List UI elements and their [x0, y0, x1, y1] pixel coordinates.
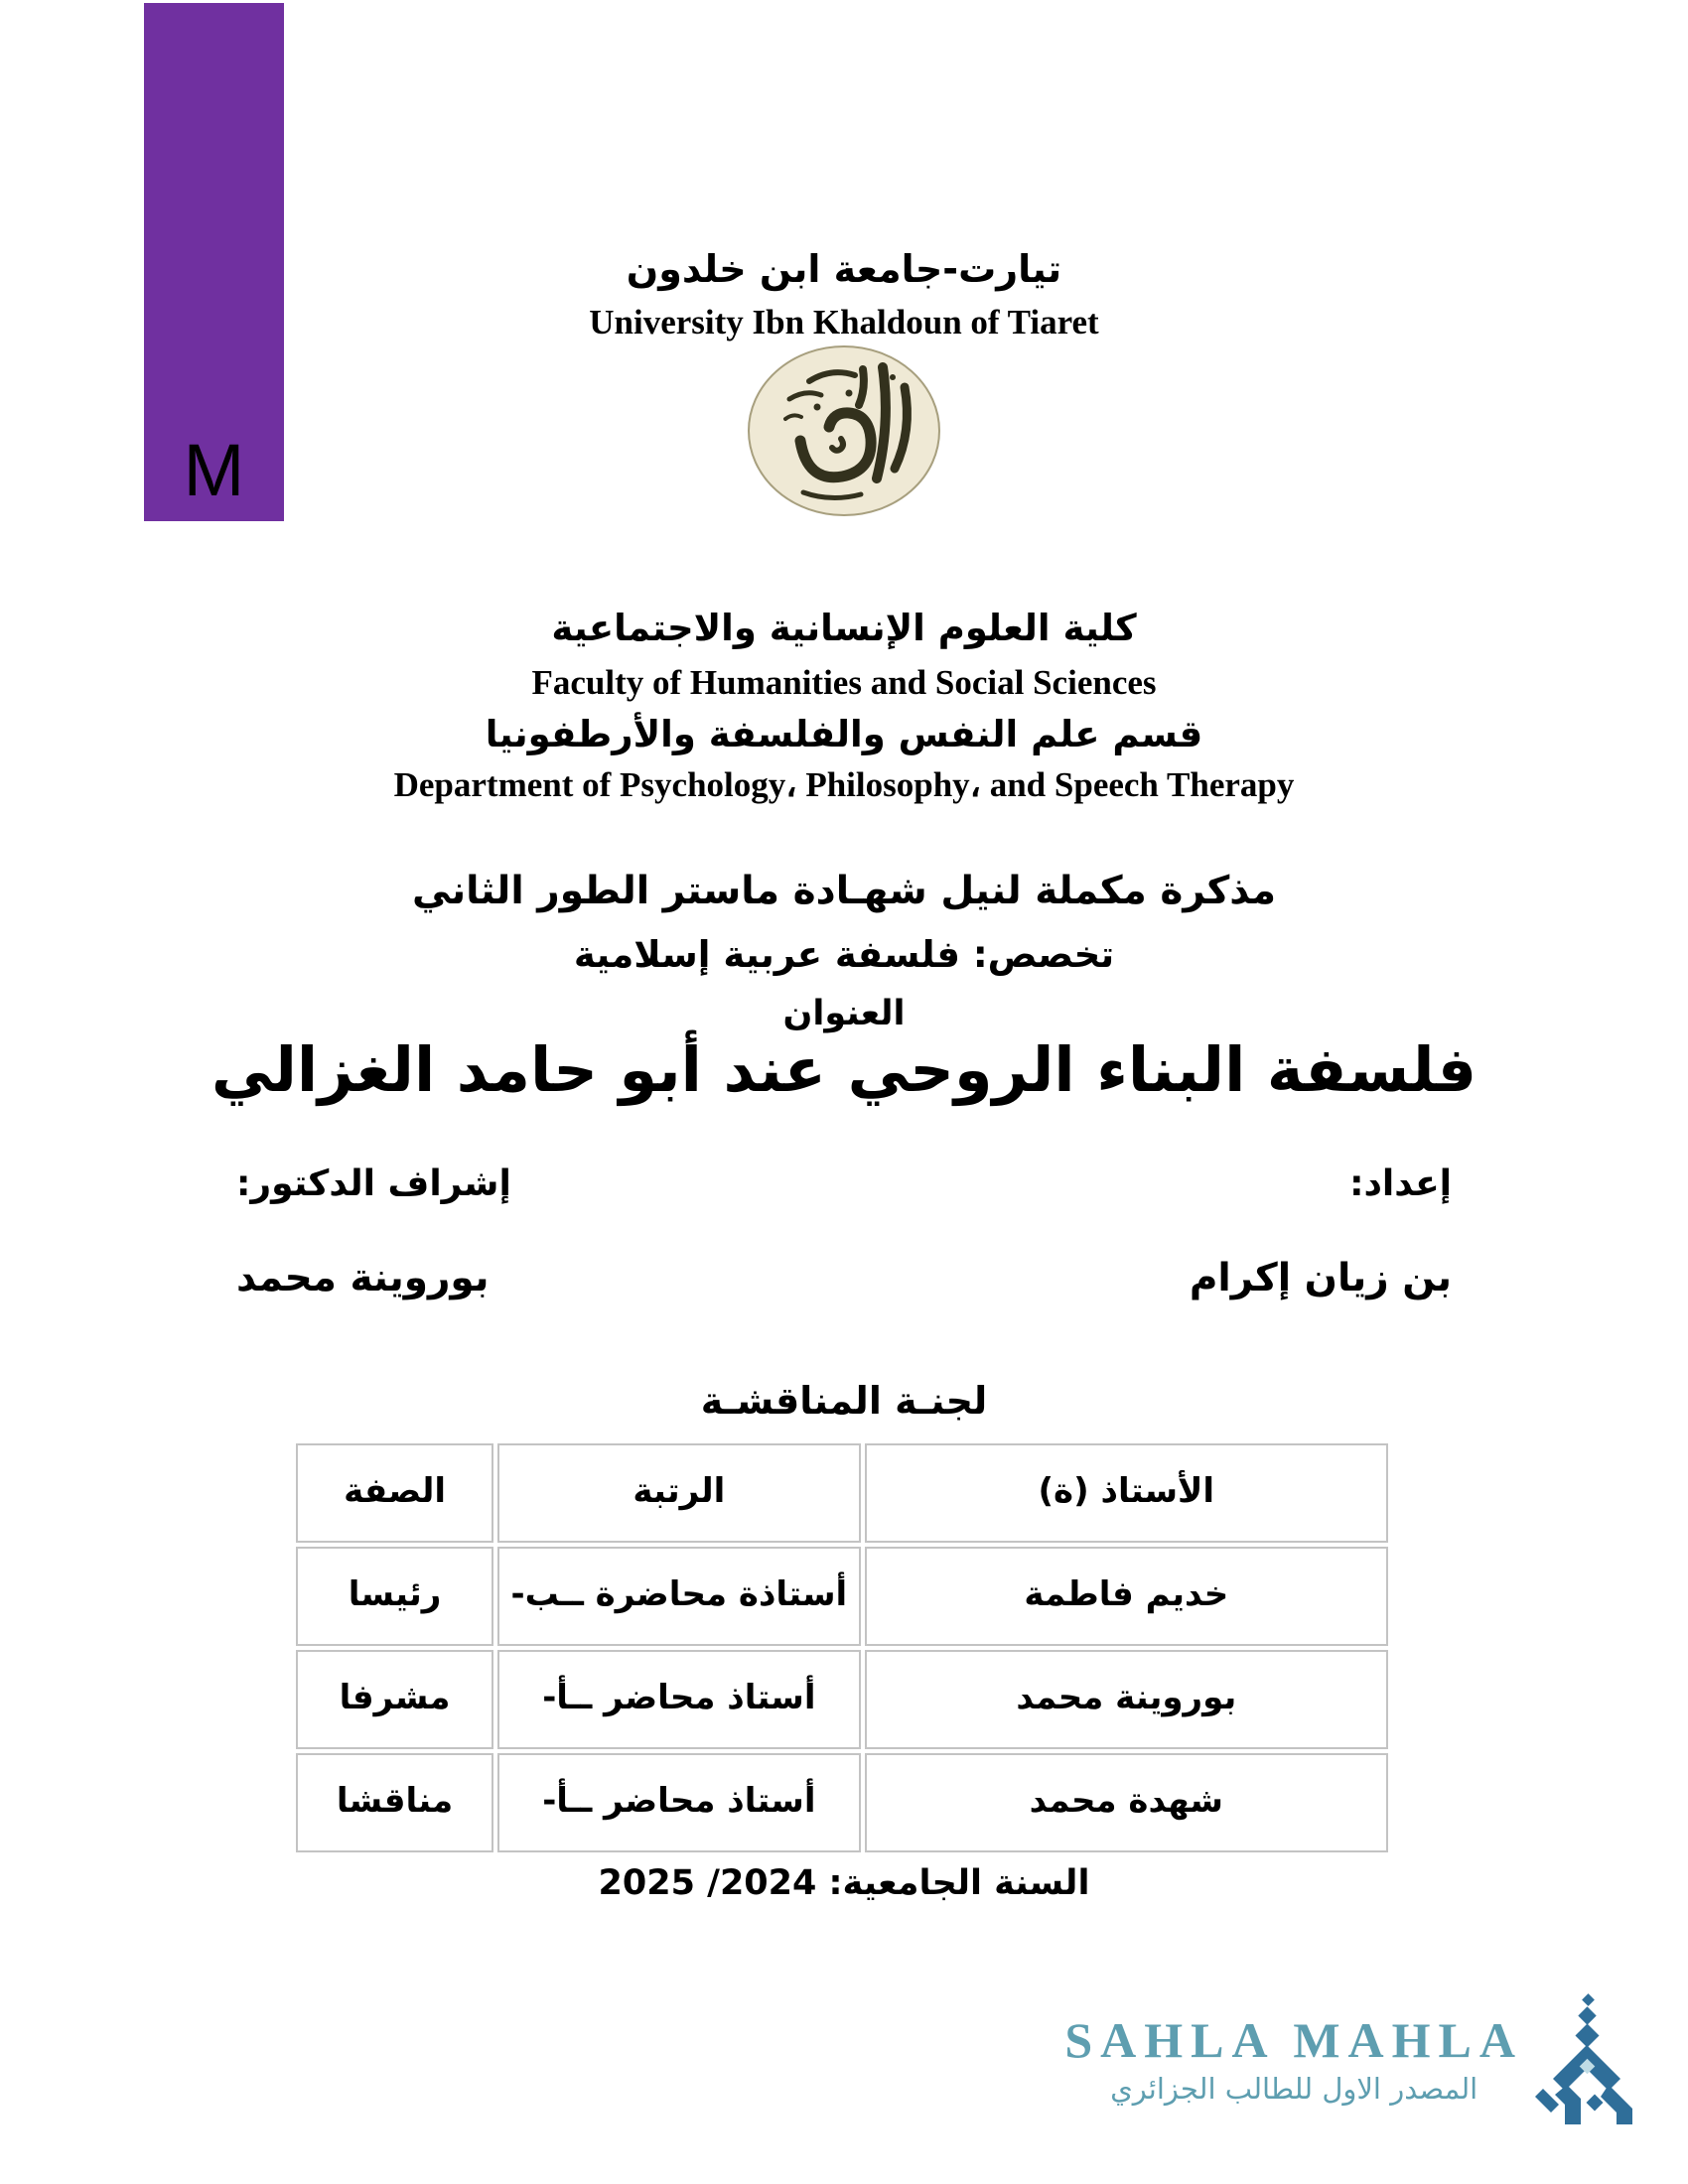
- rank-cell: أستاذ محاضر ــأ-: [497, 1650, 860, 1749]
- table-row: [296, 1650, 1388, 1749]
- student-name: بن زيان إكرام: [1189, 1256, 1452, 1300]
- university-name-arabic: تيارت-جامعة ابن خلدون: [626, 247, 1062, 291]
- committee-table: [292, 1439, 1392, 1856]
- thesis-title: فلسفة البناء الروحي عند أبو حامد الغزالي: [211, 1033, 1477, 1106]
- prepared-by-label: إعداد:: [1349, 1163, 1452, 1204]
- faculty-name-arabic: كلية العلوم الإنسانية والاجتماعية: [551, 607, 1137, 649]
- brand-name: SAHLA MAHLA: [1064, 2011, 1523, 2068]
- col-header-professor: الأستاذ (ة): [865, 1443, 1388, 1543]
- seal-svg: [746, 343, 942, 518]
- specialty-line: تخصص: فلسفة عربية إسلامية: [573, 933, 1115, 976]
- table-row: [296, 1753, 1388, 1852]
- rank-cell: أستاذة محاضرة ــب-: [497, 1547, 860, 1646]
- rank-cell: أستاذ محاضر ــأ-: [497, 1753, 860, 1852]
- col-header-rank: الرتبة: [497, 1443, 860, 1543]
- supervisor-name: بوروينة محمد: [236, 1256, 490, 1300]
- professor-cell: بوروينة محمد: [865, 1650, 1388, 1749]
- memoir-type-line: مذكرة مكملة لنيل شهـادة ماستر الطور الثاني: [412, 869, 1276, 913]
- faculty-name-english: Faculty of Humanities and Social Sciences: [531, 663, 1157, 702]
- sahla-mahla-logo: [1064, 1993, 1646, 2124]
- prepared-by-column: [1190, 1163, 1452, 1300]
- academic-year-line: السنة الجامعية: 2024/ 2025: [598, 1863, 1090, 1903]
- department-name-arabic: قسم علم النفس والفلسفة والأرطفونيا: [485, 713, 1203, 755]
- university-name-english: University Ibn Khaldoun of Tiaret: [589, 303, 1099, 341]
- role-cell: رئيسا: [296, 1547, 493, 1646]
- table-row: [296, 1547, 1388, 1646]
- role-cell: مناقشا: [296, 1753, 493, 1852]
- professor-cell: خديم فاطمة: [865, 1547, 1388, 1646]
- committee-heading: لجنـة المناقشـة: [700, 1379, 988, 1423]
- kufic-emblem-icon: [1529, 1993, 1646, 2124]
- people-row: [236, 1163, 1452, 1300]
- supervisor-column: [236, 1163, 511, 1300]
- professor-cell: شهدة محمد: [865, 1753, 1388, 1852]
- brand-tagline: المصدر الاول للطالب الجزائري: [1110, 2071, 1478, 2106]
- supervisor-label: إشراف الدكتور:: [236, 1163, 511, 1204]
- university-seal-icon: [746, 343, 942, 522]
- brand-text-block: [1064, 2013, 1523, 2106]
- department-name-english: Department of Psychology، Philosophy، and Speech Therapy: [393, 765, 1295, 804]
- tab-letter-m: M: [183, 429, 245, 511]
- table-header-row: [296, 1443, 1388, 1543]
- col-header-role: الصفة: [296, 1443, 493, 1543]
- role-cell: مشرفا: [296, 1650, 493, 1749]
- title-label: العنوان: [782, 994, 906, 1033]
